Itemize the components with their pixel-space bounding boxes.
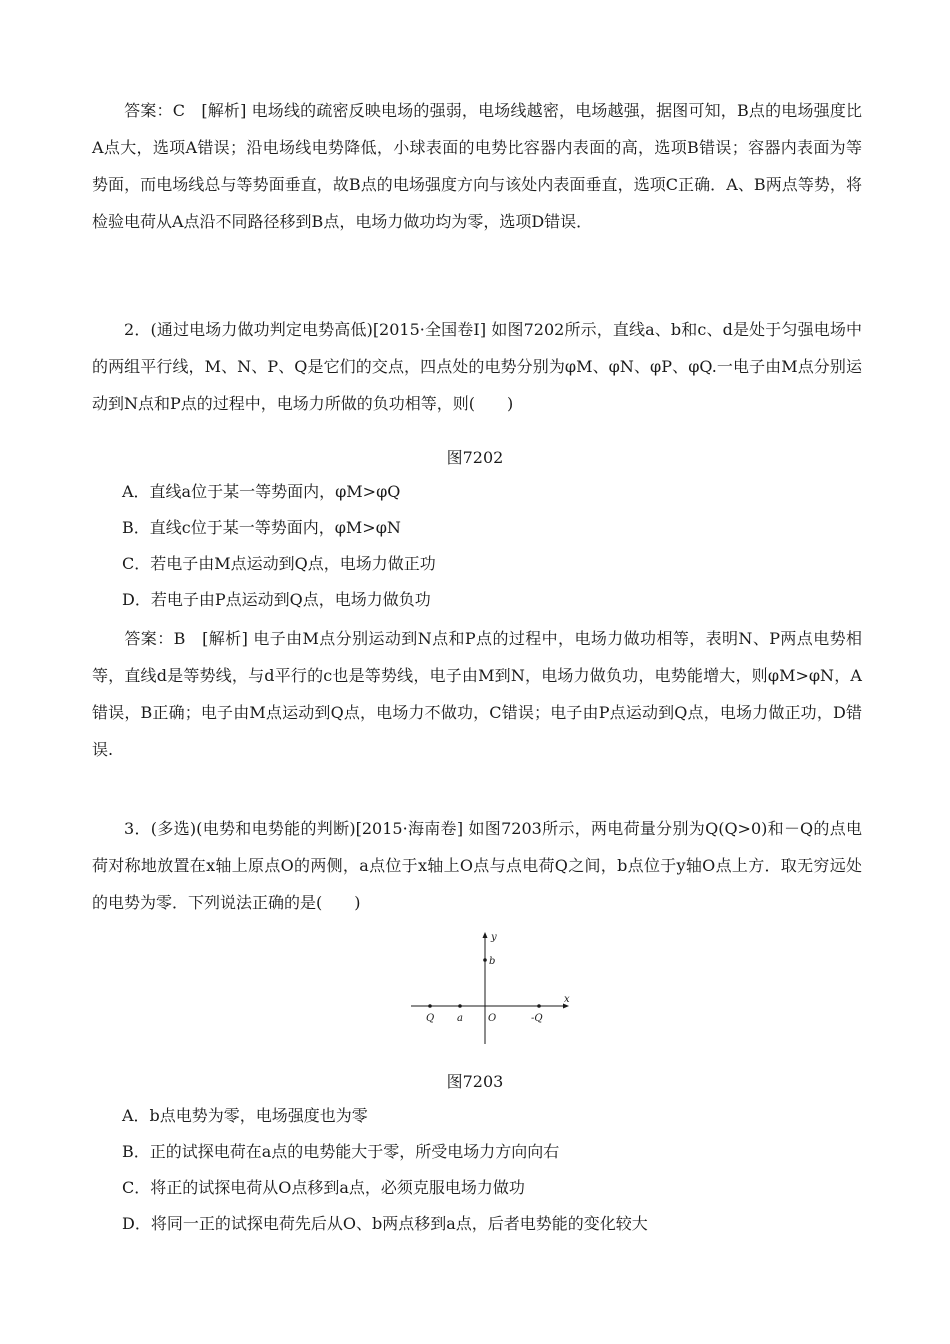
- charge-negative-q: [537, 1004, 541, 1008]
- label-q: Q: [426, 1013, 435, 1024]
- q2-option-a: A．直线a位于某一等势面内，φM>φQ: [122, 482, 401, 501]
- q3-option-d: D．将同一正的试探电荷先后从O、b两点移到a点，后者电势能的变化较大: [122, 1214, 648, 1233]
- label-neg-q: -Q: [531, 1013, 543, 1024]
- q2-option-d: D．若电子由P点运动到Q点，电场力做负功: [122, 590, 431, 609]
- q2-option-b: B．直线c位于某一等势面内，φM>φN: [122, 518, 401, 537]
- label-a: a: [457, 1013, 463, 1024]
- label-b: b: [489, 956, 496, 967]
- question-3-stem: 3．(多选)(电势和电势能的判断)[2015·海南卷] 如图7203所示，两电荷量分别为Q(Q>0)和－Q的点电荷对称地放置在x轴上原点O的两侧，a点位于x轴上O点与点电荷Q之间，b点位于y轴O点上方．取无穷远处的电势为零．下列说法正确的是( ): [92, 819, 862, 912]
- point-b: [483, 958, 487, 962]
- q3-option-a: A．b点电势为零，电场强度也为零: [122, 1106, 368, 1125]
- answer-q2: 答案：B [解析] 电子由M点分别运动到N点和P点的过程中，电场力做功相等，表明N、P两点电势相等，直线d是等势线，与d平行的c也是等势线，电子由M到N，电场力做负功，电势能增大，则φM>φN，A错误，B正确；电子由M点运动到Q点，电场力不做功，C错误；电子由P点运动到Q点，电场力做正功，D错误.: [92, 629, 862, 759]
- figure-7202-caption: 图7202: [446, 448, 504, 467]
- q2-option-c: C．若电子由M点运动到Q点，电场力做正功: [122, 554, 436, 573]
- figure-7203: [405, 928, 575, 1048]
- question-2-stem: 2．(通过电场力做功判定电势高低)[2015·全国卷Ⅰ] 如图7202所示，直线a、b和c、d是处于匀强电场中的两组平行线，M、N、P、Q是它们的交点，四点处的电势分别为φM、φN、φP、φQ.一电子由M点分别运动到N点和P点的过程中，电场力所做的负功相等，则( ): [92, 320, 862, 413]
- answer-q1: 答案：C [解析] 电场线的疏密反映电场的强弱，电场线越密，电场越强，据图可知，B点的电场强度比A点大，选项A错误；沿电场线电势降低，小球表面的电势比容器内表面的高，选项B错误；容器内表面为等势面，而电场线总与等势面垂直，故B点的电场强度方向与该处内表面垂直，选项C正确．A、B两点等势，将检验电荷从A点沿不同路径移到B点，电场力做功均为零，选项D错误．: [92, 101, 862, 231]
- q3-option-b: B．正的试探电荷在a点的电势能大于零，所受电场力方向向右: [122, 1142, 560, 1161]
- label-y: y: [491, 932, 497, 943]
- point-a: [458, 1004, 462, 1008]
- label-x: x: [564, 994, 570, 1005]
- q3-option-c: C．将正的试探电荷从O点移到a点，必须克服电场力做功: [122, 1178, 525, 1197]
- figure-7203-caption: 图7203: [446, 1072, 504, 1091]
- y-axis-arrow: [483, 932, 488, 938]
- label-origin: O: [488, 1013, 497, 1024]
- charge-positive-q: [428, 1004, 432, 1008]
- charge-axes-diagram: [405, 928, 575, 1048]
